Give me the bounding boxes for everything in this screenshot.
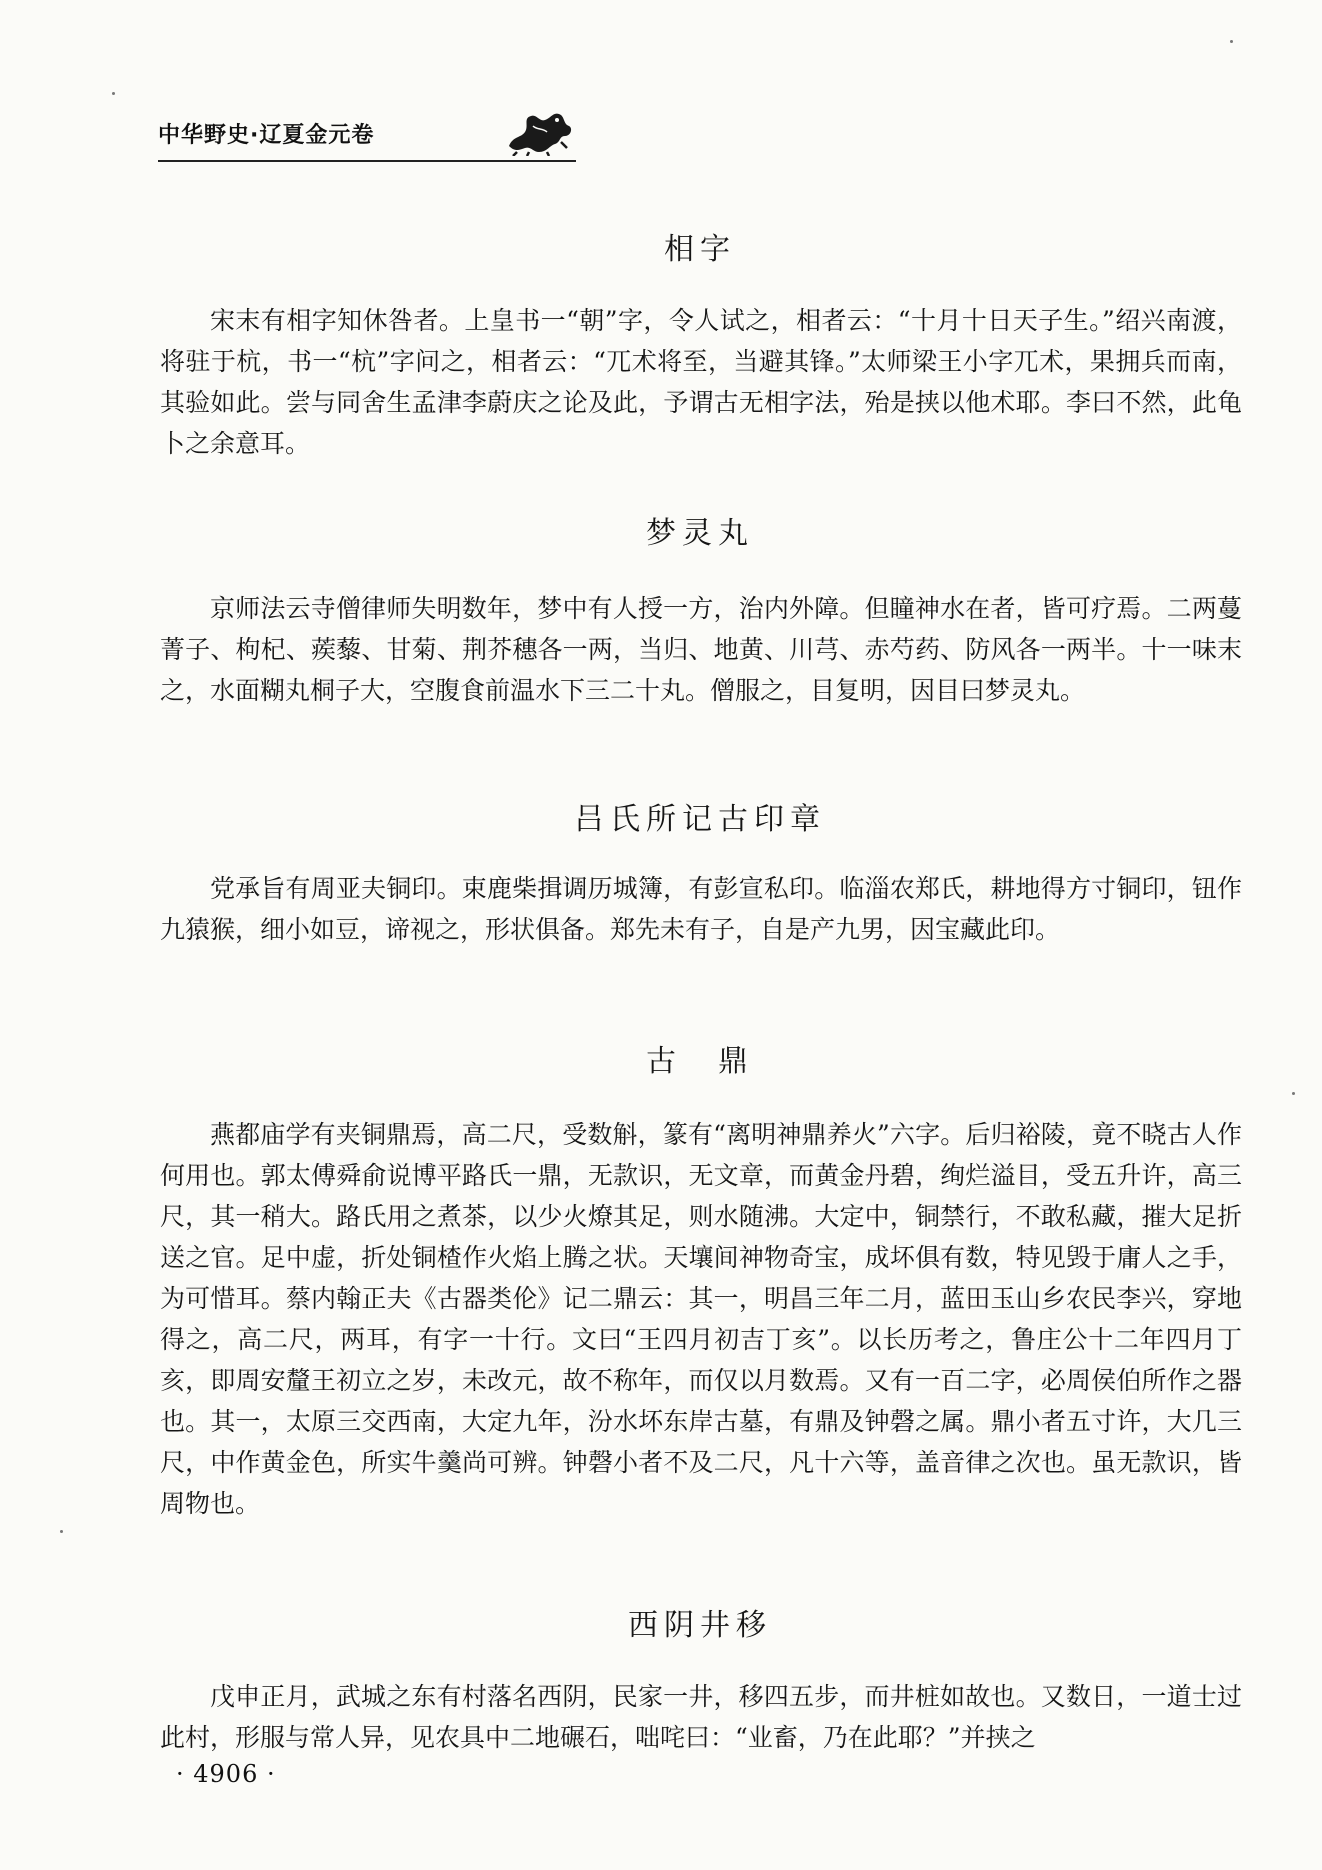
section-body: 党承旨有周亚夫铜印。束鹿柴揖调历城簿，有彭宣私印。临淄农郑氏，耕地得方寸铜印，钮作九猿猴，细小如豆，谛视之，形状俱备。郑先未有子，自是产九男，因宝藏此印。: [160, 874, 1242, 944]
scan-speck: [112, 92, 115, 95]
section-title: 吕氏所记古印章: [574, 802, 826, 837]
section-title: 古 鼎: [646, 1044, 754, 1079]
scan-speck: [60, 1530, 63, 1533]
book-title: 中华野史·辽夏金元卷: [158, 123, 375, 148]
section-title: 相字: [664, 232, 736, 267]
section-body: 京师法云寺僧律师失明数年，梦中有人授一方，治内外障。但瞳神水在者，皆可疗焉。二两蔓菁子、枸杞、蒺藜、甘菊、荆芥穗各一两，当归、地黄、川芎、赤芍药、防风各一两半。十一味末之，水面糊丸桐子大，空腹食前温水下三二十丸。僧服之，目复明，因目曰梦灵丸。: [160, 594, 1242, 705]
section-title: 梦灵丸: [646, 516, 754, 551]
header-rule: [158, 160, 576, 162]
scan-speck: [1230, 40, 1233, 43]
dragon-emblem-icon: [503, 108, 575, 156]
running-header: [158, 108, 578, 156]
scan-speck: [1292, 1092, 1295, 1095]
section-body: 戊申正月，武城之东有村落名西阴，民家一井，移四五步，而井桩如故也。又数日，一道士过此村，形服与常人异，见农具中二地碾石，咄咤曰：“业畜，乃在此耶？”并挟之: [160, 1682, 1242, 1752]
page-number: · 4906 ·: [176, 1760, 276, 1788]
section-body: 燕都庙学有夹铜鼎焉，高二尺，受数斛，篆有“离明神鼎养火”六字。后归裕陵，竟不晓古人作何用也。郭太傅舜俞说博平路氏一鼎，无款识，无文章，而黄金丹碧，绚烂溢目，受五升许，高三尺，其一稍大。路氏用之煮茶，以少火燎其足，则水随沸。大定中，铜禁行，不敢私藏，摧大足折送之官。足中虚，折处铜楂作火焰上腾之状。天壤间神物奇宝，成坏俱有数，特见毁于庸人之手，为可惜耳。蔡内翰正夫《古器类伦》记二鼎云：其一，明昌三年二月，蓝田玉山乡农民李兴，穿地得之，高二尺，两耳，有字一十行。文曰“王四月初吉丁亥”。以长历考之，鲁庄公十二年四月丁亥，即周安釐王初立之岁，未改元，故不称年，而仅以月数焉。又有一百二字，必周侯伯所作之器也。其一，太原三交西南，大定九年，汾水坏东岸古墓，有鼎及钟磬之属。鼎小者五寸许，大几三尺，中作黄金色，所实牛羹尚可辨。钟磬小者不及二尺，凡十六等，盖音律之次也。虽无款识，皆周物也。: [160, 1120, 1242, 1518]
section-title: 西阴井移: [628, 1608, 772, 1643]
section-body: 宋末有相字知休咎者。上皇书一“朝”字，令人试之，相者云：“十月十日天子生。”绍兴南渡，将驻于杭，书一“杭”字问之，相者云：“兀术将至，当避其锋。”太师梁王小字兀术，果拥兵而南，其验如此。尝与同舍生孟津李蔚庆之论及此，予谓古无相字法，殆是挟以他术耶。李曰不然，此龟卜之余意耳。: [160, 306, 1242, 458]
